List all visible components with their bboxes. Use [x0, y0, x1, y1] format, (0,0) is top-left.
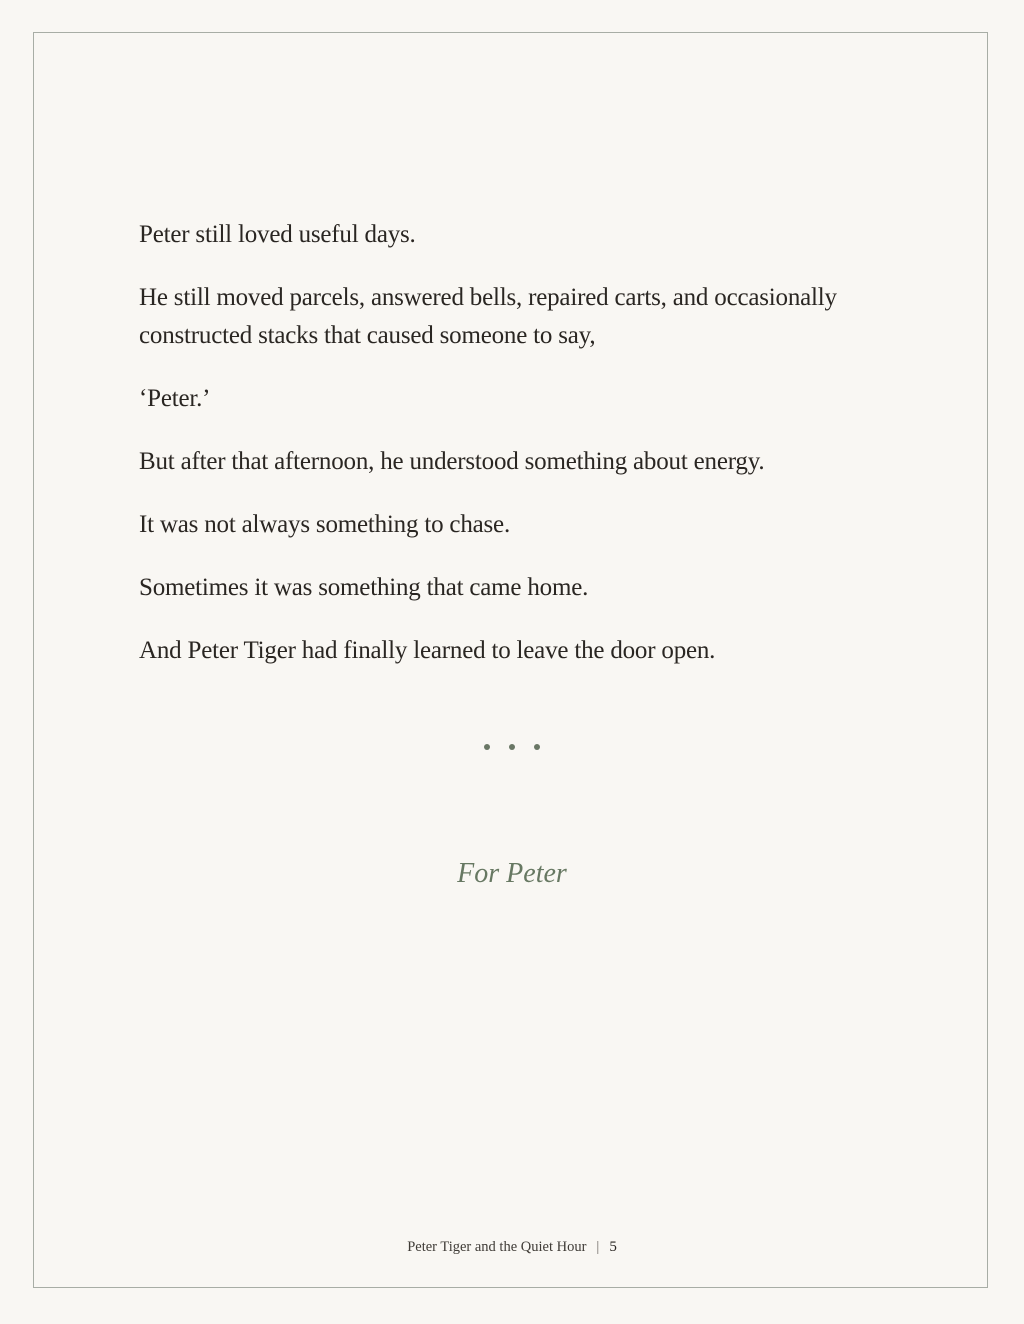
dedication: For Peter [457, 858, 567, 889]
paragraph: Peter still loved useful days. [139, 221, 416, 248]
paragraph: ‘Peter.’ [139, 385, 211, 412]
ornament-dot-icon [509, 744, 515, 750]
paragraph: But after that afternoon, he understood something about energy. [139, 448, 765, 475]
ornament-dot-icon [484, 744, 490, 750]
paragraph: He still moved parcels, answered bells, repaired carts, and occasionally constructed stacks that caused someone to say, [139, 284, 837, 349]
section-break-ornament [0, 744, 1024, 750]
page-footer [0, 1236, 1024, 1258]
paragraph: And Peter Tiger had finally learned to leave the door open. [139, 637, 716, 664]
ornament-dot-icon [534, 744, 540, 750]
page-number: 5 [609, 1239, 617, 1255]
paragraph: Sometimes it was something that came home. [139, 574, 589, 601]
paragraph: It was not always something to chase. [139, 511, 510, 538]
footer-book-title: Peter Tiger and the Quiet Hour [407, 1239, 587, 1255]
footer-separator: | [596, 1239, 600, 1255]
body-text [139, 216, 899, 695]
